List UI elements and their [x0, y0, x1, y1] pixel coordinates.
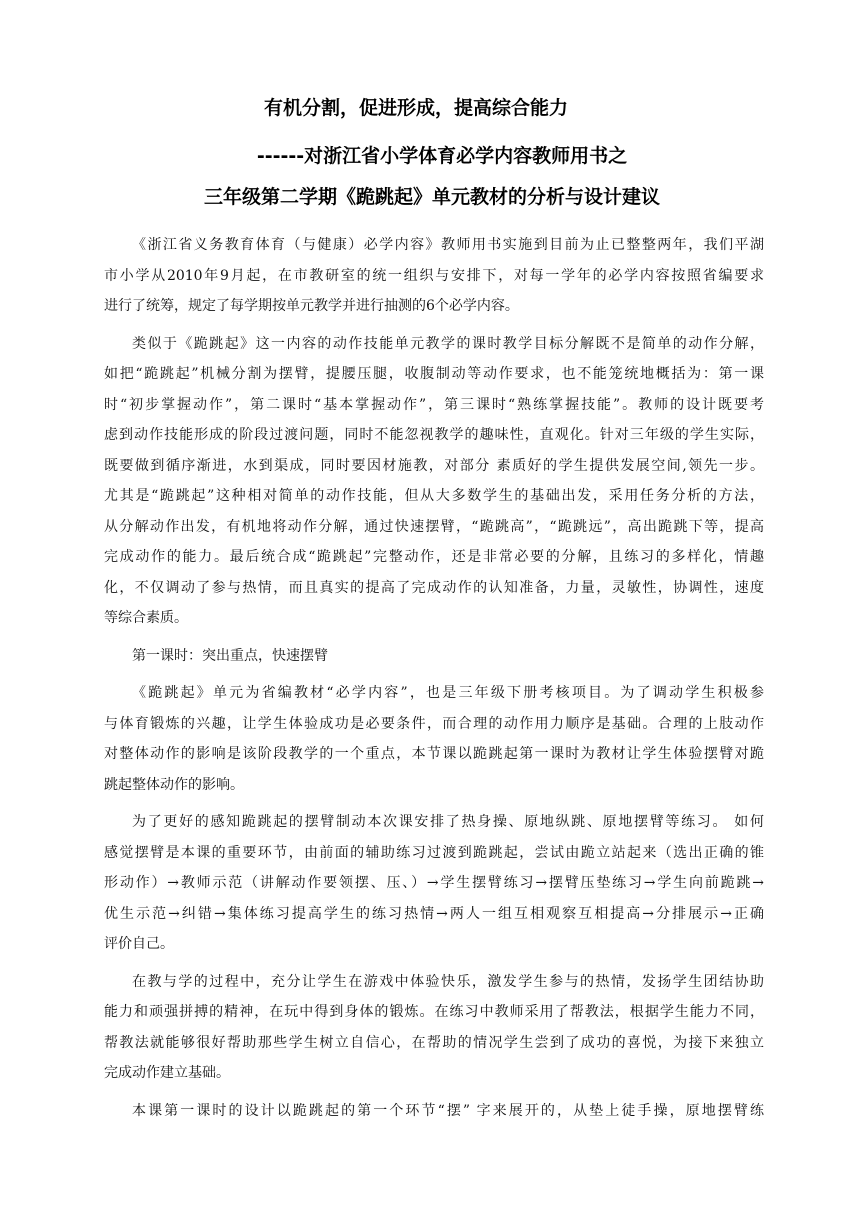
paragraph-gap — [104, 322, 764, 329]
paragraph-line: 对整体动作的影响是该阶段教学的一个重点，本节课以跪跳起第一课时为教材让学生体验摆臂对跪 — [104, 746, 764, 762]
paragraph — [104, 967, 764, 1089]
paragraph-line: 既要做到循序渐进，水到渠成，同时要因材施教，对部分 素质好的学生提供发展空间,领先一步。 — [104, 457, 764, 474]
paragraph-line: 形动作）→教师示范（讲解动作要领摆、压、）→学生摆臂练习→摆臂压垫练习→学生向前跪跳→ — [104, 875, 764, 891]
paragraph — [104, 678, 764, 800]
paragraph-line: 能力和顽强拼搏的精神，在玩中得到身体的锻炼。在练习中教师采用了帮教法，根据学生能力不同， — [104, 1004, 764, 1020]
paragraph-line: 市小学从2010年9月起，在市教研室的统一组织与安排下，对每一学年的必学内容按照省编要求 — [104, 267, 764, 284]
paragraph-line: 从分解动作出发，有机地将动作分解，通过快速摆臂，“跪跳高”，“跪跳远”，高出跪跳下等，提高 — [104, 518, 764, 535]
paragraph-line: 本课第一课时的设计以跪跳起的第一个环节“摆” 字来展开的，从垫上徒手操，原地摆臂练 — [132, 1102, 764, 1119]
paragraph — [104, 641, 764, 672]
paragraph-gap — [104, 634, 764, 641]
paragraph-line: 完成动作建立基础。 — [104, 1065, 230, 1081]
paragraph-line: 第一课时：突出重点，快速摆臂 — [132, 647, 328, 664]
paragraph-line: 帮教法就能够很好帮助那些学生树立自信心，在帮助的情况学生尝到了成功的喜悦，为接下来独立 — [104, 1034, 764, 1051]
paragraph-line: 《浙江省义务教育体育（与健康）必学内容》教师用书实施到目前为止已整整两年，我们平湖 — [132, 237, 764, 253]
paragraph — [104, 230, 764, 322]
paragraph-gap — [104, 671, 764, 678]
paragraph-line: 在教与学的过程中，充分让学生在游戏中体验快乐，激发学生参与的热情，发扬学生团结协助 — [132, 973, 764, 990]
paragraph — [104, 329, 764, 634]
paragraph-line: 等综合素质。 — [104, 610, 188, 626]
paragraph-line: 优生示范→纠错→集体练习提高学生的练习热情→两人一组互相观察互相提高→分排展示→正确 — [104, 905, 764, 922]
paragraph-line: 如把“跪跳起”机械分割为摆臂，提腰压腿，收腹制动等动作要求，也不能笼统地概括为：第一课 — [104, 366, 764, 382]
paragraph-line: 评价自己。 — [104, 936, 174, 952]
paragraph-line: 《跪跳起》单元为省编教材“必学内容”，也是三年级下册考核项目。为了调动学生积极参 — [132, 685, 764, 701]
paragraph-gap — [104, 1089, 764, 1096]
paragraph-line: 虑到动作技能形成的阶段过渡问题，同时不能忽视教学的趣味性，直观化。针对三年级的学生实际， — [104, 427, 764, 443]
paragraph-line: 时“初步掌握动作”，第二课时“基本掌握动作”，第三课时“熟练掌握技能”。教师的设计既要考 — [104, 396, 764, 413]
paragraph-line: 完成动作的能力。最后统合成“跪跳起”完整动作，还是非常必要的分解，且练习的多样化，情趣 — [104, 549, 764, 565]
paragraph-line: 化，不仅调动了参与热情，而且真实的提高了完成动作的认知准备，力量，灵敏性，协调性，速度 — [104, 579, 764, 596]
paragraph-line: 感觉摆臂是本课的重要环节，由前面的辅助练习过渡到跪跳起，尝试由跪立站起来（选出正确的锥 — [104, 844, 764, 861]
subtitle-line-2: 三年级第二学期《跪跳起》单元教材的分析与设计建议 — [203, 186, 660, 208]
paragraph-line: 类似于《跪跳起》这一内容的动作技能单元教学的课时教学目标分解既不是简单的动作分解， — [132, 335, 764, 352]
paragraph-line: 跳起整体动作的影响。 — [104, 776, 244, 793]
paragraph-gap — [104, 800, 764, 807]
paragraph-line: 与体育锻炼的兴趣，让学生体验成功是必要条件，而合理的动作用力顺序是基础。合理的上肢动作 — [104, 715, 764, 732]
paragraph-line: 为了更好的感知跪跳起的摆臂制动本次课安排了热身操、原地纵跳、原地摆臂等练习。 如何 — [132, 814, 764, 830]
paragraph-line: 进行了统筹，规定了每学期按单元教学并进行抽测的6个必学内容。 — [104, 298, 519, 314]
document-body — [104, 230, 764, 1126]
paragraph-line: 尤其是“跪跳起”这种相对简单的动作技能，但从大多数学生的基础出发，采用任务分析的方法， — [104, 488, 764, 504]
paragraph — [104, 1096, 764, 1127]
main-title: 有机分割，促进形成，提高综合能力 — [263, 97, 568, 119]
subtitle-line-1: ------对浙江省小学体育必学内容教师用书之 — [256, 145, 628, 167]
paragraph-gap — [104, 960, 764, 967]
paragraph — [104, 807, 764, 960]
